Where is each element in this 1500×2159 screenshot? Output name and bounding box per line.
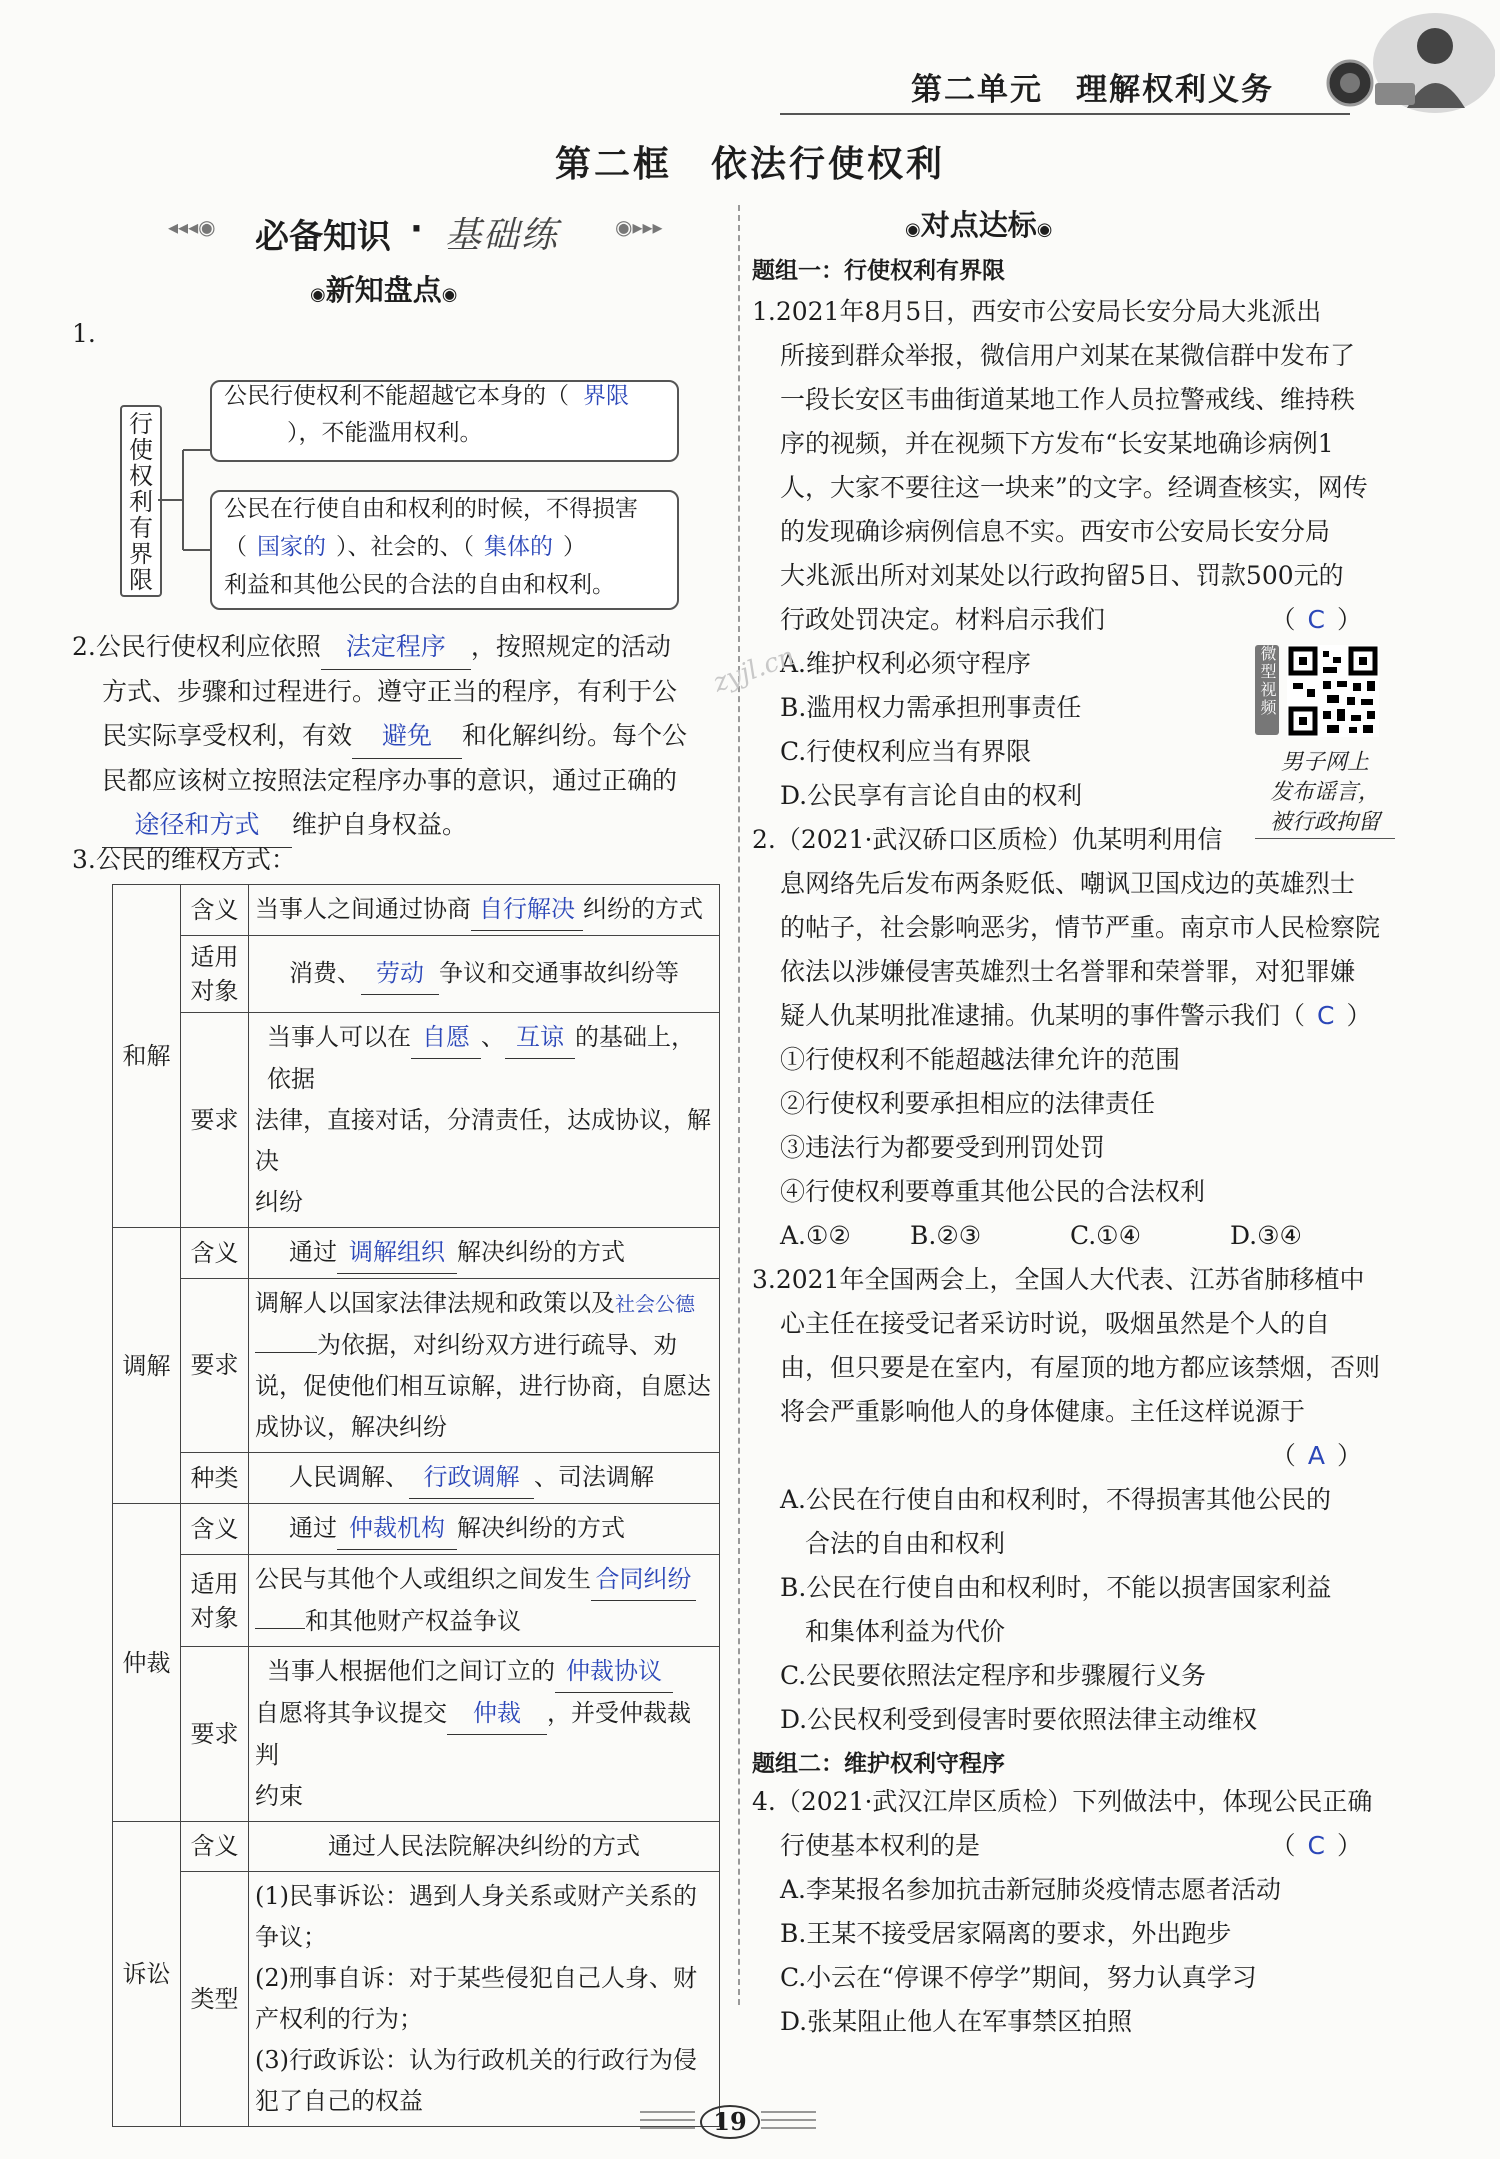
unit-header: 第二单元 理解权利义务 (911, 72, 1274, 108)
table-row: 诉讼 含义 通过人民法院解决纠纷的方式 (113, 1822, 720, 1872)
category-mediation: 调解 (113, 1228, 181, 1504)
answer-q4: C (1307, 1831, 1325, 1860)
bracket-connector (158, 410, 213, 590)
qr-label: 微型视频 (1255, 645, 1279, 735)
rights-protection-table (112, 884, 720, 2127)
table-row: 要求 当事人可以在 自愿 、 互谅 的基础上，依据 法律，直接对话，分清责任，达成协议，解决 纠纷 (113, 1013, 720, 1228)
section-dot: · (410, 209, 423, 249)
answer-avoid: 避免 (352, 714, 462, 759)
page-number: 19 (700, 2105, 760, 2139)
group-2-heading: 题组二：维护权利守程序 (752, 1751, 1005, 1777)
vertical-label-box: 行 使 权 利 有 界 限 (120, 405, 162, 597)
left-section-heading (160, 205, 720, 261)
right-q1: 1.2021年8月5日，西安市公安局长安分局大兆派出 所接到群众举报，微信用户刘某在某微信群中发布了 一段长安区韦曲街道某地工作人员拉警戒线、维持秩 序的视频，并在视频下方发布“长安某地确诊病例1 人，大家不要往这一块来”的文字。经调查核实，网传 的发现确诊病例信息不实。西安市公安局长安分局 大兆派出所对刘某处以行政拘留5日、罚款500元的 行政处罚决定。材料启示我们 （ C ） A.维护权利必须守程序 B.滥用权力需承担刑事责任 C.行使权利应当有界限 D.公民享有言论自由的权利 (752, 297, 1368, 810)
question-2: 2.公民行使权利应依照 法定程序 ，按照规定的活动 方式、步骤和过程进行。遵守正当的程序，有利于公 民实际享受权利，有效 避免 和化解纠纷。每个公 民都应该树立按照法定程序办事的意识，通过正确的 途径和方式 维护自身权益。 (72, 625, 732, 848)
arrow-right-decor-icon: ◉▸▸▸ (615, 215, 663, 239)
table-row: 要求 调解人以国家法律法规和政策以及社会公德 为依据，对纠纷双方进行疏导、劝 说，促使他们相互谅解，进行协商，自愿达 成协议，解决纠纷 (113, 1279, 720, 1453)
concept-box-2: 公民在行使自由和权利的时候，不得损害 （ 国家的 ）、社会的、（ 集体的 ） 利益和其他公民的合法的自由和权利。 (210, 490, 679, 610)
category-litigation: 诉讼 (113, 1822, 181, 2127)
circle-left-icon: ◉ (310, 284, 326, 305)
q3-title: 3.公民的维权方式： (72, 845, 296, 874)
table-row: 适用对象 消费、 劳动 争议和交通事故纠纷等 (113, 936, 720, 1013)
watermark: zyjl.cn (709, 641, 799, 699)
right-q4: 4.（2021·武汉江岸区质检）下列做法中，体现公民正确 行使基本权利的是 （ C ） A.李某报名参加抗击新冠肺炎疫情志愿者活动 B.王某不接受居家隔离的要求，外出跑步 C.小云在“停课不停学”期间，努力认真学习 D.张某阻止他人在军事禁区拍照 (752, 1787, 1373, 2036)
answer-q2: C (1317, 1001, 1335, 1030)
circle-right-icon: ◉ (441, 284, 458, 305)
answer-legal-procedure: 法定程序 (321, 625, 471, 670)
circle-right-icon: ◉ (1036, 219, 1053, 240)
group-1-heading: 题组一：行使权利有界限 (752, 258, 1005, 284)
column-divider (738, 205, 740, 2005)
table-row: 要求 当事人根据他们之间订立的 仲裁协议 自愿将其争议提交 仲裁 ，并受仲裁裁判 约束 (113, 1647, 720, 1822)
header-illustration (1315, 8, 1495, 113)
qr-code-icon (1287, 645, 1379, 737)
answer-boundary: 界限 (583, 383, 629, 409)
qr-video-widget[interactable] (1255, 645, 1385, 740)
answer-national: 国家的 (257, 534, 326, 560)
answer-approach: 途径和方式 (102, 803, 292, 848)
right-section-heading: ◉对点达标◉ (905, 208, 1053, 242)
subsection-heading: ◉新知盘点◉ (310, 273, 458, 307)
concept-box-1: 公民行使权利不能超越它本身的（ 界限 ），不能滥用权利。 (210, 380, 679, 462)
category-arbitration: 仲裁 (113, 1504, 181, 1822)
table-row: 类型 (1)民事诉讼：遇到人身关系或财产关系的 争议； (2)刑事自诉：对于某些侵犯自己人身、财 产权利的行为； (3)行政诉讼：认为行政机关的行政行为侵 犯了自己的权益 (113, 1872, 720, 2127)
table-row: 适用对象 公民与其他个人或组织之间发生 合同纠纷 和其他财产权益争议 (113, 1555, 720, 1647)
page-title: 第二框 依法行使权利 (554, 144, 945, 185)
table-row: 调解 含义 通过 调解组织 解决纠纷的方式 (113, 1228, 720, 1279)
category-reconciliation: 和解 (113, 885, 181, 1228)
table-row: 仲裁 含义 通过 仲裁机构 解决纠纷的方式 (113, 1504, 720, 1555)
table-row: 和解 含义 当事人之间通过协商 自行解决 纠纷的方式 (113, 885, 720, 936)
right-q3: 3.2021年全国两会上，全国人大代表、江苏省肺移植中 心主任在接受记者采访时说，吸烟虽然是个人的自 由，但只要是在室内，有屋顶的地方都应该禁烟，否则 将会严重影响他人的身体健康。主任这样说源于 （ A ） A.公民在行使自由和权利时，不得损害其他公民的 合法的自由和权利 B.公民在行使自由和权利时，不能以损害国家利益 和集体利益为代价 C.公民要依照法定程序和步骤履行义务 D.公民权利受到侵害时要依照法律主动维权 (752, 1265, 1381, 1734)
section-subtitle: 基础练 (445, 215, 560, 256)
answer-q3: A (1307, 1441, 1325, 1470)
header-rule (780, 113, 1350, 115)
table-row: 种类 人民调解、 行政调解 、司法调解 (113, 1453, 720, 1504)
arrow-left-decor-icon: ◂◂◂◉ (168, 215, 216, 239)
video-caption: 男子网上 发布谣言， 被行政拘留 (1255, 748, 1395, 839)
answer-q1: C (1307, 605, 1325, 634)
section-title: 必备知识 (255, 217, 391, 257)
answer-collective: 集体的 (484, 534, 553, 560)
q1-number: 1. (72, 319, 96, 348)
right-q2: 2.（2021·武汉硚口区质检）仇某明利用信 息网络先后发布两条贬低、嘲讽卫国戍边的英雄烈士 的帖子，社会影响恶劣，情节严重。南京市人民检察院 依法以涉嫌侵害英雄烈士名誉罪和荣誉罪，对犯罪嫌 疑人仇某明批准逮捕。仇某明的事件警示我们（ C ） ①行使权利不能超越法律允许的范围 ②行使权利要承担相应的法律责任 ③违法行为都要受到刑罚处罚 ④行使权利要尊重其他公民的合法权利 A.①② B.②③ C.①④ D.③④ (752, 825, 1381, 1250)
circle-left-icon: ◉ (905, 219, 921, 240)
